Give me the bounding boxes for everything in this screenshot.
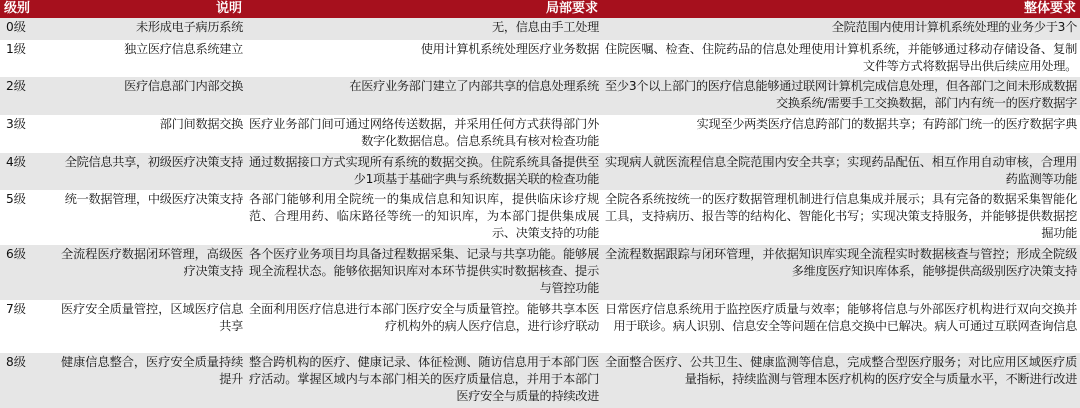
overall-requirement-cell: 日常医疗信息系统用于监控医疗质量与效率；能够将信息与外部医疗机构进行双向交换并用于联诊。病人识别、信息安全等问题在信息交换中已解决。病人可通过互联网查询信息	[602, 300, 1080, 353]
table-row	[0, 115, 1080, 153]
level-cell: 2级	[0, 77, 58, 115]
header-local-requirement: 局部要求	[246, 0, 602, 18]
local-requirement-cell: 在医疗业务部门建立了内部共享的信息处理系统	[246, 77, 602, 115]
description-cell: 健康信息整合，医疗安全质量持续提升	[58, 353, 246, 408]
level-cell: 3级	[0, 115, 58, 153]
level-cell: 1级	[0, 40, 58, 77]
table-row	[0, 245, 1080, 300]
level-cell: 5级	[0, 190, 58, 245]
description-cell: 全流程医疗数据闭环管理，高级医疗决策支持	[58, 245, 246, 300]
local-requirement-cell: 医疗业务部门间可通过网络传送数据，并采用任何方式获得部门外数字化数据信息。信息系统具有核对检查功能	[246, 115, 602, 153]
description-cell: 未形成电子病历系统	[58, 18, 246, 40]
overall-requirement-cell: 全院范围内使用计算机系统处理的业务少于3个	[602, 18, 1080, 40]
level-cell: 4级	[0, 153, 58, 190]
table-body	[0, 18, 1080, 408]
overall-requirement-cell: 住院医嘱、检查、住院药品的信息处理使用计算机系统，并能够通过移动存储设备、复制文件等方式将数据导出供后续应用处理。	[602, 40, 1080, 77]
overall-requirement-cell: 全流程数据跟踪与闭环管理，并依据知识库实现全流程实时数据核查与管控；形成全院级多维度医疗知识库体系，能够提供高级别医疗决策支持	[602, 245, 1080, 300]
table-row	[0, 153, 1080, 190]
description-cell: 医疗安全质量管控，区域医疗信息共享	[58, 300, 246, 353]
overall-requirement-cell: 至少3个以上部门的医疗信息能够通过联网计算机完成信息处理，但各部门之间未形成数据交换系统/需要手工交换数据，部门内有统一的医疗数据字	[602, 77, 1080, 115]
header-level: 级别	[0, 0, 58, 18]
description-cell: 统一数据管理，中级医疗决策支持	[58, 190, 246, 245]
header-description: 说明	[58, 0, 246, 18]
header-row	[0, 0, 1080, 18]
local-requirement-cell: 通过数据接口方式实现所有系统的数据交换。住院系统具备提供至少1项基于基础字典与系统数据关联的检查功能	[246, 153, 602, 190]
overall-requirement-cell: 实现病人就医流程信息全院范围内安全共享；实现药品配伍、相互作用自动审核，合理用药监测等功能	[602, 153, 1080, 190]
header-overall-requirement: 整体要求	[602, 0, 1080, 18]
description-cell: 独立医疗信息系统建立	[58, 40, 246, 77]
local-requirement-cell: 全面利用医疗信息进行本部门医疗安全与质量管控。能够共享本医疗机构外的病人医疗信息，进行诊疗联动	[246, 300, 602, 353]
overall-requirement-cell: 全院各系统按统一的医疗数据管理机制进行信息集成并展示；具有完备的数据采集智能化工具，支持病历、报告等的结构化、智能化书写；实现决策支持服务，并能够提供数据挖掘功能	[602, 190, 1080, 245]
table-row	[0, 40, 1080, 77]
level-cell: 0级	[0, 18, 58, 40]
description-cell: 医疗信息部门内部交换	[58, 77, 246, 115]
level-cell: 7级	[0, 300, 58, 353]
overall-requirement-cell: 实现至少两类医疗信息跨部门的数据共享；有跨部门统一的医疗数据字典	[602, 115, 1080, 153]
table-row	[0, 18, 1080, 40]
local-requirement-cell: 无，信息由手工处理	[246, 18, 602, 40]
table-header	[0, 0, 1080, 18]
table-row	[0, 190, 1080, 245]
local-requirement-cell: 整合跨机构的医疗、健康记录、体征检测、随访信息用于本部门医疗活动。掌握区域内与本部门相关的医疗质量信息，并用于本部门医疗安全与质量的持续改进	[246, 353, 602, 408]
local-requirement-cell: 各个医疗业务项目均具备过程数据采集、记录与共享功能。能够展现全流程状态。能够依据知识库对本环节提供实时数据核查、提示与管控功能	[246, 245, 602, 300]
level-cell: 8级	[0, 353, 58, 408]
local-requirement-cell: 使用计算机系统处理医疗业务数据	[246, 40, 602, 77]
table-row	[0, 353, 1080, 408]
level-cell: 6级	[0, 245, 58, 300]
table-row	[0, 77, 1080, 115]
description-cell: 部门间数据交换	[58, 115, 246, 153]
overall-requirement-cell: 全面整合医疗、公共卫生、健康监测等信息，完成整合型医疗服务；对比应用区域医疗质量指标，持续监测与管理本医疗机构的医疗安全与质量水平，不断进行改进	[602, 353, 1080, 408]
description-cell: 全院信息共享，初级医疗决策支持	[58, 153, 246, 190]
local-requirement-cell: 各部门能够利用全院统一的集成信息和知识库，提供临床诊疗规范、合理用药、临床路径等统一的知识库，为本部门提供集成展示、决策支持的功能	[246, 190, 602, 245]
table-row	[0, 300, 1080, 353]
